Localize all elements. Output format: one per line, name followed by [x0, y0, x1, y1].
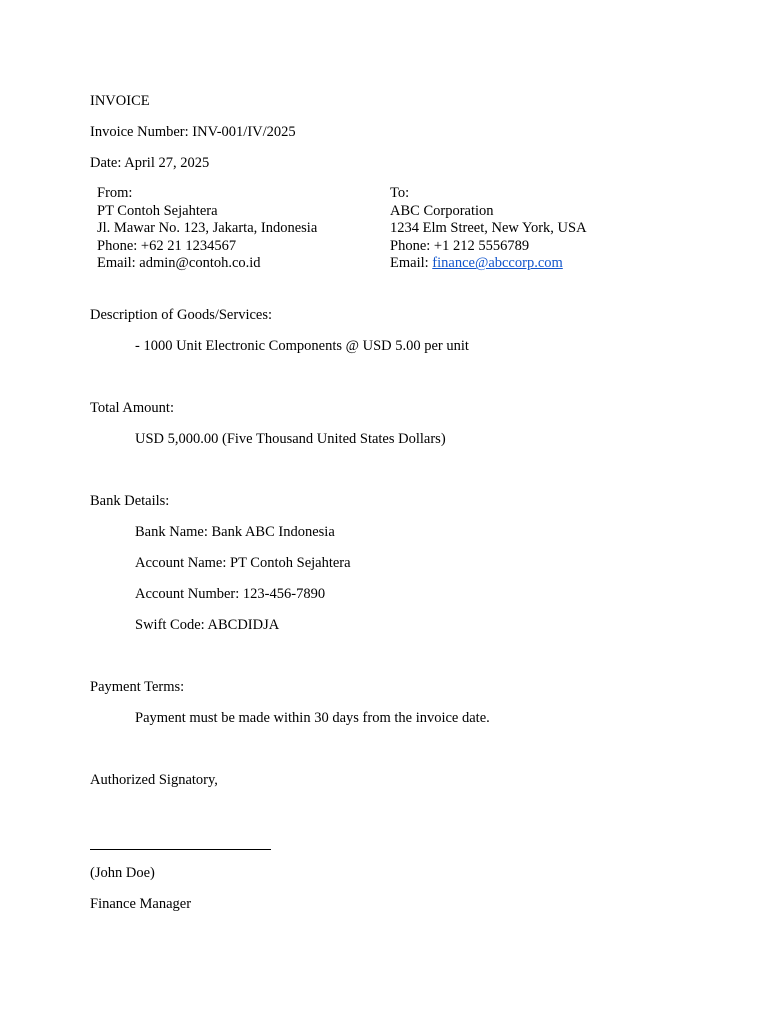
- signatory-name: (John Doe): [90, 865, 155, 881]
- signature-line: [90, 849, 271, 850]
- invoice-number-line: [90, 123, 296, 141]
- bank-account-name: Account Name: PT Contoh Sejahtera: [135, 555, 351, 571]
- from-label: From:: [97, 185, 133, 201]
- from-address: Jl. Mawar No. 123, Jakarta, Indonesia: [97, 220, 318, 237]
- to-email-link[interactable]: finance@abccorp.com: [432, 255, 563, 272]
- total-amount: USD 5,000.00 (Five Thousand United States Dollars): [135, 431, 446, 447]
- terms-heading: Payment Terms:: [90, 679, 185, 695]
- to-address: 1234 Elm Street, New York, USA: [390, 220, 587, 237]
- from-company-name: PT Contoh Sejahtera: [97, 202, 218, 219]
- to-phone: Phone: +1 212 5556789: [390, 237, 530, 254]
- from-phone: Phone: +62 21 1234567: [97, 237, 237, 254]
- bank-swift-code: Swift Code: ABCDIDJA: [135, 617, 280, 633]
- from-email: Email: admin@contoh.co.id: [97, 255, 261, 272]
- total-heading: Total Amount:: [90, 400, 174, 416]
- to-company-name: ABC Corporation: [390, 202, 494, 219]
- description-heading: Description of Goods/Services:: [90, 307, 273, 323]
- bank-name: Bank Name: Bank ABC Indonesia: [135, 524, 335, 540]
- invoice-date-line: [90, 154, 209, 172]
- description-item: - 1000 Unit Electronic Components @ USD 5.00 per unit: [135, 338, 469, 354]
- invoice-date-value: April 27, 2025: [124, 155, 210, 171]
- to-label: To:: [390, 185, 410, 201]
- invoice-title: INVOICE: [90, 93, 150, 109]
- signatory-heading: Authorized Signatory,: [90, 772, 218, 788]
- to-email-line: [390, 255, 587, 273]
- invoice-number-value: INV-001/IV/2025: [192, 124, 296, 140]
- from-block: [97, 185, 317, 273]
- signatory-title: Finance Manager: [90, 896, 192, 912]
- to-email-label: Email:: [390, 255, 429, 272]
- to-block: [390, 185, 587, 273]
- invoice-number-label: Invoice Number:: [90, 124, 189, 140]
- invoice-date-label: Date:: [90, 155, 122, 171]
- bank-heading: Bank Details:: [90, 493, 170, 509]
- bank-account-number: Account Number: 123-456-7890: [135, 586, 326, 602]
- terms-text: Payment must be made within 30 days from the invoice date.: [135, 710, 490, 726]
